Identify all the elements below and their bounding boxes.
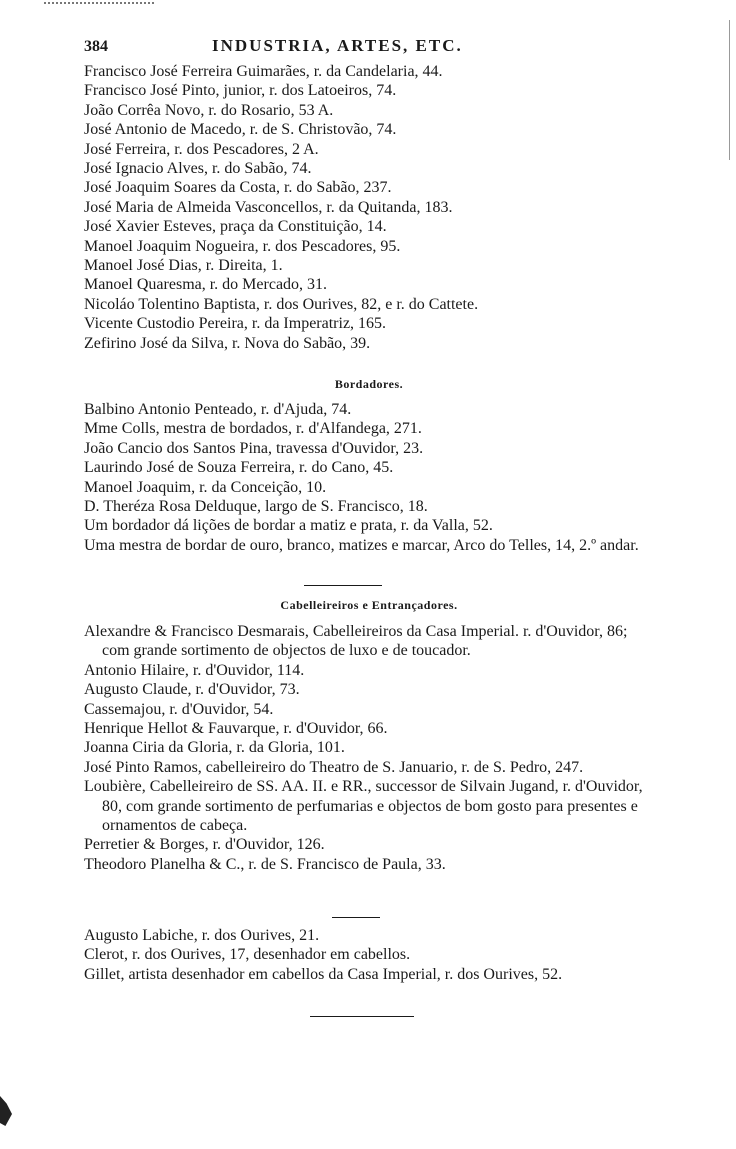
list-item: Gillet, artista desenhador em cabellos da Casa Imperial, r. dos Ourives, 52. — [84, 965, 563, 983]
list-item: Vicente Custodio Pereira, r. da Imperatriz, 165. — [84, 315, 387, 333]
section-cabelleireiros — [84, 597, 654, 613]
list-item: José Joaquim Soares da Costa, r. do Sabão, 237. — [84, 179, 392, 197]
list-item: Manoel Quaresma, r. do Mercado, 31. — [84, 276, 328, 294]
list-item: Mme Colls, mestra de bordados, r. d'Alfandega, 271. — [84, 420, 422, 438]
section-desenhadores — [84, 926, 654, 984]
scan-mark-corner — [0, 1096, 12, 1126]
section-cabelleireiros-entries — [84, 622, 654, 874]
section-bordadores — [84, 376, 654, 392]
page-edge-line — [729, 20, 730, 160]
list-item: João Cancio dos Santos Pina, travessa d'Ouvidor, 23. — [84, 439, 424, 457]
page-number: 384 — [84, 38, 108, 55]
list-item: Nicoláo Tolentino Baptista, r. dos Ourives, 82, e r. do Cattete. — [84, 295, 479, 313]
list-item: Manoel Joaquim, r. da Conceição, 10. — [84, 478, 327, 496]
page-header — [84, 36, 504, 60]
scan-mark-top — [44, 2, 154, 4]
list-item: Manoel José Dias, r. Direita, 1. — [84, 257, 283, 275]
list-item: Francisco José Pinto, junior, r. dos Latoeiros, 74. — [84, 82, 397, 100]
list-item: Alexandre & Francisco Desmarais, Cabelleireiros da Casa Imperial. r. d'Ouvidor, 86; com grande sortimento de objectos de luxo e de toucador. — [84, 623, 628, 660]
section-divider — [304, 585, 382, 586]
list-item: Loubière, Cabelleireiro de SS. AA. II. e RR., successor de Silvain Jugand, r. d'Ouvidor, 80, com grande sortimento de perfumarias e objectos de bom gosto para presentes e ornamentos de cabeça. — [84, 778, 643, 835]
list-item: José Maria de Almeida Vasconcellos, r. da Quitanda, 183. — [84, 198, 453, 216]
list-item: Theodoro Planelha & C., r. de S. Francisco de Paula, 33. — [84, 855, 446, 873]
list-item: Clerot, r. dos Ourives, 17, desenhador em cabellos. — [84, 946, 411, 964]
list-item: Augusto Claude, r. d'Ouvidor, 73. — [84, 681, 300, 699]
list-item: José Antonio de Macedo, r. de S. Christovão, 74. — [84, 121, 397, 139]
list-item: José Xavier Esteves, praça da Constituição, 14. — [84, 218, 387, 236]
list-item: Augusto Labiche, r. dos Ourives, 21. — [84, 927, 320, 944]
list-item: Balbino Antonio Penteado, r. d'Ajuda, 74. — [84, 401, 352, 418]
list-item: Manoel Joaquim Nogueira, r. dos Pescadores, 95. — [84, 237, 401, 255]
section-divider — [332, 917, 380, 918]
section-title: Bordadores. — [334, 377, 404, 391]
list-item: José Ferreira, r. dos Pescadores, 2 A. — [84, 140, 319, 158]
list-item: Francisco José Ferreira Guimarães, r. da Candelaria, 44. — [84, 63, 443, 80]
list-item: D. Theréza Rosa Delduque, largo de S. Francisco, 18. — [84, 498, 428, 516]
list-item: Uma mestra de bordar de ouro, branco, matizes e marcar, Arco do Telles, 14, 2.º andar. — [84, 536, 639, 554]
list-item: Zefirino José da Silva, r. Nova do Sabão, 39. — [84, 334, 371, 352]
list-item: João Corrêa Novo, r. do Rosario, 53 A. — [84, 101, 334, 119]
list-item: Henrique Hellot & Fauvarque, r. d'Ouvidor, 66. — [84, 720, 388, 738]
list-item: Antonio Hilaire, r. d'Ouvidor, 114. — [84, 661, 305, 679]
section-title: Cabelleireiros e Entrançadores. — [280, 598, 458, 612]
end-divider — [310, 1016, 414, 1017]
list-item: Cassemajou, r. d'Ouvidor, 54. — [84, 700, 274, 718]
list-item: Laurindo José de Souza Ferreira, r. do Cano, 45. — [84, 459, 394, 477]
list-item: José Pinto Ramos, cabelleireiro do Theatro de S. Januario, r. de S. Pedro, 247. — [84, 758, 584, 776]
list-item: Um bordador dá lições de bordar a matiz e prata, r. da Valla, 52. — [84, 517, 493, 535]
section-bordadores-entries — [84, 400, 654, 555]
list-item: José Ignacio Alves, r. do Sabão, 74. — [84, 160, 312, 178]
section-continuation — [84, 62, 654, 353]
list-item: Joanna Ciria da Gloria, r. da Gloria, 101. — [84, 739, 345, 757]
list-item: Perretier & Borges, r. d'Ouvidor, 126. — [84, 836, 325, 854]
running-title: INDUSTRIA, ARTES, ETC. — [212, 36, 463, 55]
